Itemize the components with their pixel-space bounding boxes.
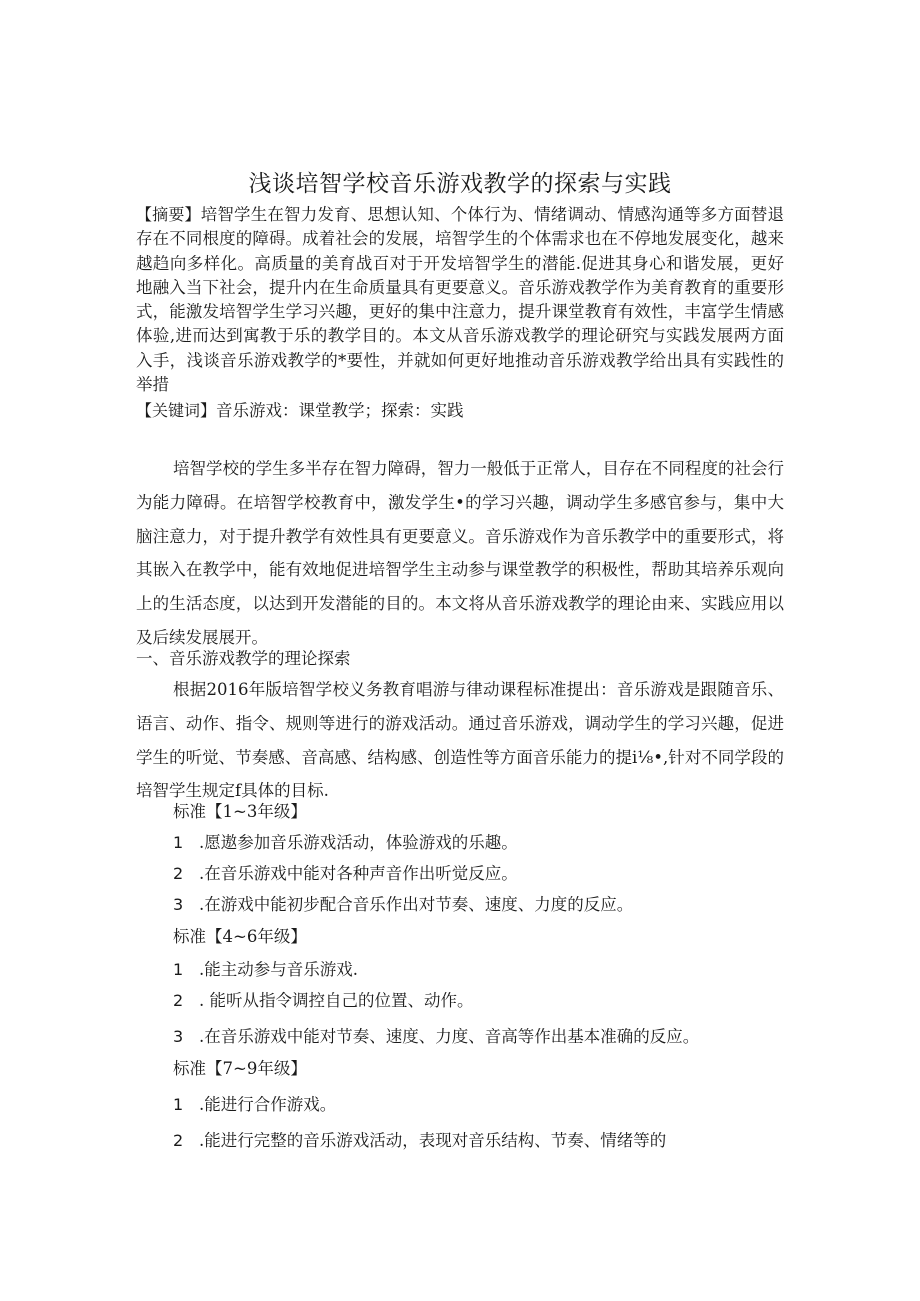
list-item [173, 862, 518, 886]
list-item [173, 1025, 699, 1049]
keywords-text: 音乐游戏：课堂教学；探索：实践 [216, 401, 464, 420]
document-title: 浅谈培智学校音乐游戏教学的探索与实践 [248, 171, 672, 197]
item-number: 1 [173, 1095, 184, 1114]
standard-heading: 标准【7~9年级】 [173, 1059, 307, 1078]
list-item [173, 1093, 336, 1117]
list-item [173, 958, 358, 982]
list-item [173, 831, 518, 855]
item-text: . 能听从指令调控自己的位置、动作。 [199, 991, 474, 1010]
abstract [136, 203, 784, 397]
keywords-label: 【关键词】 [136, 401, 217, 420]
item-text: .在音乐游戏中能对各种声音作出听觉反应。 [199, 864, 518, 883]
item-text: .愿遨参加音乐游戏活动，体验游戏的乐趣。 [199, 833, 518, 852]
list-item [173, 1129, 666, 1153]
item-number: 3 [173, 1027, 184, 1046]
item-number: 1 [173, 960, 184, 979]
list-item [173, 989, 474, 1013]
item-number: 2 [173, 991, 184, 1010]
item-text: .能进行合作游戏。 [199, 1095, 337, 1114]
section-paragraph: 根据2016年版培智学校义务教育唱游与律动课程标准提出：音乐游戏是跟随音乐、语言、动作、指令、规则等进行的游戏活动。通过音乐游戏，调动学生的学习兴趣，促进学生的听觉、节奏感、音高感、结构感、创造性等方面音乐能力的提i⅛•,针对不同学段的培智学生规定f具体的目标. [136, 680, 784, 801]
standard-heading: 标准【4~6年级】 [173, 927, 307, 946]
item-text: .在游戏中能初步配合音乐作出对节奏、速度、力度的反应。 [199, 895, 634, 914]
abstract-label: 【摘要】 [136, 205, 201, 224]
item-text: .能进行完整的音乐游戏活动，表现对音乐结构、节奏、情绪等的 [199, 1131, 667, 1150]
section-heading: 一、音乐游戏教学的理论探索 [136, 649, 351, 668]
item-number: 2 [173, 1131, 184, 1150]
item-text: .能主动参与音乐游戏. [199, 960, 358, 979]
keywords [136, 399, 784, 423]
standard-heading: 标准【1~3年级】 [173, 802, 307, 821]
abstract-text: 培智学生在智力发育、思想认知、个体行为、情绪调动、情感沟通等多方面替退存在不同根度的障碍。成着社会的发展，培智学生的个体需求也在不停地发展变化，越来越趋向多样化。高质量的美育战百对于开发培智学生的潜能.促进其身心和谐发展，更好地融入当下社会，提升内在生命质量具有更要意义。音乐游戏教学作为美育教育的重要形式，能激发培智学生学习兴趣，更好的集中注意力，提升课堂教育有效性，丰富学生情感体验,进而达到寓教于乐的教学目的。本文从音乐游戏教学的理论研究与实践发展两方面入手，浅谈音乐游戏教学的*要性，并就如何更好地推动音乐游戏教学给出具有实践性的举措 [136, 205, 784, 395]
list-item [173, 893, 633, 917]
item-text: .在音乐游戏中能对节奏、速度、力度、音高等作出基本准确的反应。 [199, 1027, 700, 1046]
item-number: 1 [173, 833, 184, 852]
intro-paragraph: 培智学校的学生多半存在智力障碍，智力一般低于正常人，目存在不同程度的社会行为能力障碍。在培智学校教育中，激发学生•的学习兴趣，调动学生多感官参与，集中大脑注意力，对于提升教学有效性具有更要意义。音乐游戏作为音乐教学中的重要形式，将其嵌入在教学中，能有效地促进培智学生主动参与课堂教学的积极性，帮助其培养乐观向上的生活态度，以达到开发潜能的目的。本文将从音乐游戏教学的理论由来、实践应用以及后续发展展开。 [136, 459, 784, 647]
item-number: 3 [173, 895, 184, 914]
item-number: 2 [173, 864, 184, 883]
